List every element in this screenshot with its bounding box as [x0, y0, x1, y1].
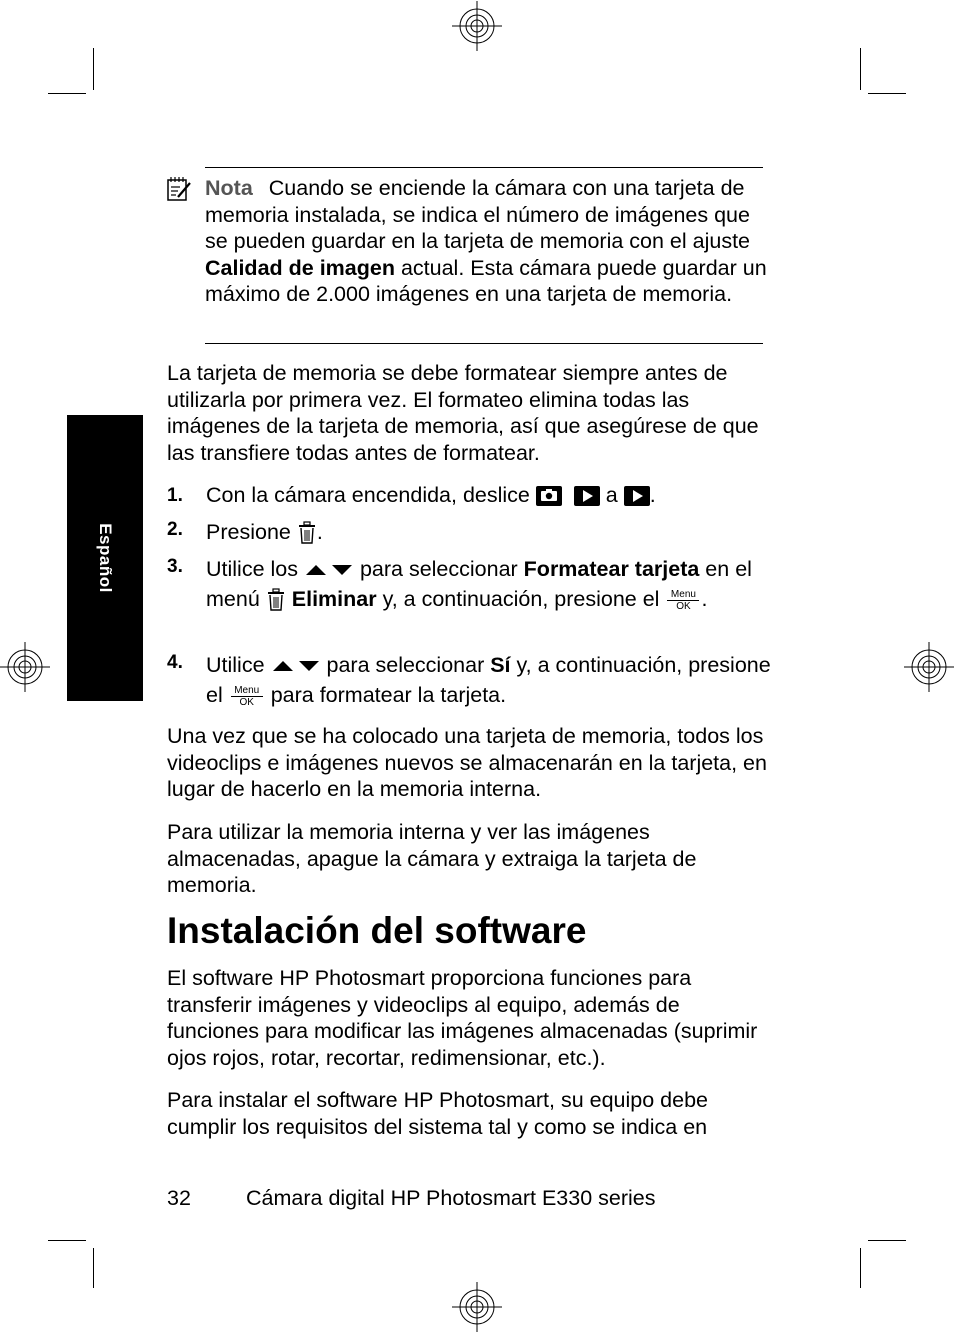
- crop-mark: [868, 1240, 906, 1241]
- step-text-part: y, a continuación, presione el: [376, 587, 666, 611]
- menu-ok-icon: [231, 685, 263, 708]
- menu-ok-icon: [667, 589, 699, 612]
- menu-ok-top: Menu: [231, 685, 263, 697]
- step-text-part: a: [599, 483, 624, 507]
- page-number: 32: [167, 1186, 191, 1210]
- step-text-part: .: [316, 520, 323, 544]
- step-text-part: para seleccionar: [353, 557, 524, 581]
- paragraph-internal-memory: Para utilizar la memoria interna y ver las imágenes almacenadas, apague la cámara y extraiga la tarjeta de memoria.: [167, 820, 697, 897]
- note-icon: [166, 176, 192, 202]
- note-label: Nota: [205, 176, 253, 200]
- step-text: [206, 554, 771, 614]
- step-text-part: y, a continuación, presione el: [206, 653, 771, 707]
- registration-mark-icon: [904, 642, 954, 692]
- crop-mark: [93, 1248, 94, 1288]
- step-number: 2.: [167, 519, 183, 540]
- step-text-bold: Formatear tarjeta: [523, 557, 700, 581]
- menu-ok-top: Menu: [667, 589, 699, 601]
- note-top-rule: [205, 167, 763, 168]
- registration-mark-icon: [452, 1282, 502, 1332]
- step-text-part: .: [701, 587, 708, 611]
- step-text-part: para seleccionar: [320, 653, 491, 677]
- playback-icon: [624, 486, 650, 506]
- camera-icon: [536, 486, 562, 506]
- paragraph-memory-card: Una vez que se ha colocado una tarjeta de memoria, todos los videoclips e imágenes nuevos se almacenarán en la tarjeta, en lugar de hacerlo en la memoria interna.: [167, 724, 767, 801]
- section-heading: Instalación del software: [167, 910, 587, 951]
- intro-paragraph: La tarjeta de memoria se debe formatear siempre antes de utilizarla por primera vez. El formateo elimina todas las imágenes de la tarjeta de memoria, así que asegúrese de que las transfiere todas antes de formatear.: [167, 361, 759, 465]
- step-text-part: .: [649, 483, 656, 507]
- step-number: 4.: [167, 652, 183, 673]
- crop-mark: [48, 93, 86, 94]
- crop-mark: [860, 48, 861, 90]
- step-text-part: en el menú: [206, 557, 752, 611]
- crop-mark: [48, 1240, 86, 1241]
- step-number: 3.: [167, 556, 183, 577]
- footer-title: Cámara digital HP Photosmart E330 series: [246, 1186, 656, 1210]
- up-down-arrows-icon: [271, 659, 321, 673]
- step-text: [206, 650, 771, 710]
- step-text-part: Utilice los: [206, 557, 304, 581]
- step-text-bold: Sí: [490, 653, 511, 677]
- step-text-part: Presione: [206, 520, 297, 544]
- step-text: [206, 517, 771, 547]
- paragraph-install-requirements: Para instalar el software HP Photosmart, su equipo debe cumplir los requisitos del sistema tal y como se indica en: [167, 1088, 708, 1139]
- language-tab-label: Español: [96, 523, 115, 593]
- paragraph-software: El software HP Photosmart proporciona funciones para transferir imágenes y videoclips al equipo, además de funciones para modificar las imágenes almacenadas (suprimir ojos rojos, rotar, recortar, redimensionar, etc.).: [167, 966, 758, 1070]
- note-bottom-rule: [205, 343, 763, 344]
- step-text-part: Con la cámara encendida, deslice: [206, 483, 536, 507]
- crop-mark: [868, 93, 906, 94]
- step-text: [206, 480, 771, 510]
- menu-ok-bottom: OK: [239, 696, 254, 708]
- registration-mark-icon: [0, 642, 50, 692]
- up-down-arrows-icon: [304, 563, 354, 577]
- crop-mark: [860, 1248, 861, 1288]
- note-body-2: actual. Esta cámara puede guardar un máximo de 2.000 imágenes en una tarjeta de memoria.: [205, 255, 767, 306]
- language-side-tab: [67, 415, 143, 701]
- note-body-1: Cuando se enciende la cámara con una tarjeta de memoria instalada, se indica el número de imágenes que se pueden guardar en la tarjeta de memoria con el ajuste: [205, 176, 751, 253]
- trash-icon: [266, 588, 286, 612]
- step-text-bold: Eliminar: [291, 587, 377, 611]
- step-number: 1.: [167, 485, 183, 506]
- registration-mark-icon: [452, 1, 502, 51]
- playback-icon: [574, 486, 600, 506]
- step-text-part: para formatear la tarjeta.: [264, 683, 507, 707]
- trash-icon: [297, 521, 317, 545]
- crop-mark: [93, 48, 94, 90]
- menu-ok-bottom: OK: [676, 600, 691, 612]
- step-text-part: Utilice: [206, 653, 271, 677]
- note-text: [205, 175, 767, 308]
- note-body-bold: Calidad de imagen: [205, 255, 395, 280]
